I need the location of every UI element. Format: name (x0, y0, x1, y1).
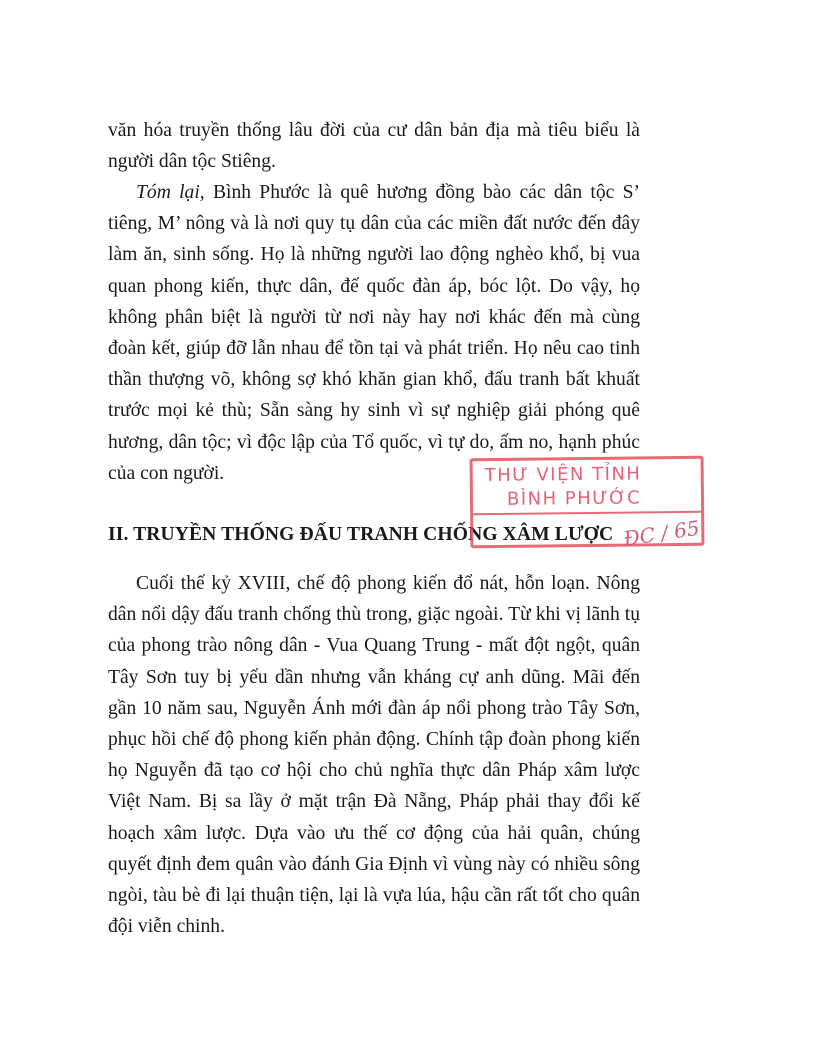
library-stamp (470, 456, 705, 551)
section-heading: II. TRUYỀN THỐNG ĐẤU TRANH CHỐNG XÂM LƯỢC (108, 524, 614, 545)
stamp-line-2: BÌNH PHƯỚC (506, 487, 642, 510)
summary-paragraph (108, 177, 640, 489)
stamp-handwritten-code: ĐC / 65 (621, 515, 702, 551)
section-paragraph (108, 568, 640, 942)
continued-paragraph-text: văn hóa truyền thống lâu đời của cư dân bản địa mà tiêu biểu là người dân tộc Stiêng. (108, 120, 640, 173)
continued-paragraph (108, 115, 640, 177)
stamp-line-1: THƯ VIỆN TỈNH (484, 463, 642, 487)
summary-body: Bình Phước là quê hương đồng bào các dân tộc S’ tiêng, M’ nông và là nơi quy tụ dân của các miền đất nước đến đây làm ăn, sinh sống. Họ là những người lao động nghèo khổ, bị vua quan phong kiến, thực dân, đế quốc đàn áp, bóc lột. Do vậy, họ không phân biệt là người từ nơi này hay nơi khác đến mà cùng đoàn kết, giúp đỡ lẫn nhau để tồn tại và phát triển. Họ nêu cao tinh thần thượng võ, không sợ khó khăn gian khổ, đấu tranh bất khuất trước mọi kẻ thù; Sẵn sàng hy sinh vì sự nghiệp giải phóng quê hương, dân tộc; vì độc lập của Tổ quốc, vì tự do, ấm no, hạnh phúc của con người. (108, 182, 640, 484)
summary-lead: Tóm lại, (136, 182, 205, 203)
summary-paragraph-text (108, 177, 640, 489)
section-paragraph-text: Cuối thế kỷ XVIII, chế độ phong kiến đổ nát, hỗn loạn. Nông dân nổi dậy đấu tranh chống thù trong, giặc ngoài. Từ khi vị lãnh tụ của phong trào nông dân - Vua Quang Trung - mất đột ngột, quân Tây Sơn tuy bị yếu dần nhưng vẫn kháng cự anh dũng. Mãi đến gần 10 năm sau, Nguyễn Ánh mới đàn áp nổi phong trào Tây Sơn, phục hồi chế độ phong kiến phản động. Chính tập đoàn phong kiến họ Nguyễn đã tạo cơ hội cho chủ nghĩa thực dân Pháp xâm lược Việt Nam. Bị sa lầy ở mặt trận Đà Nẵng, Pháp phải thay đổi kế hoạch xâm lược. Dựa vào ưu thế cơ động của hải quân, chúng quyết định đem quân vào đánh Gia Định vì vùng này có nhiều sông ngòi, tàu bè đi lại thuận tiện, lại là vựa lúa, hậu cần rất tốt cho quân đội viễn chinh. (108, 573, 640, 938)
stamp-divider (473, 511, 701, 515)
